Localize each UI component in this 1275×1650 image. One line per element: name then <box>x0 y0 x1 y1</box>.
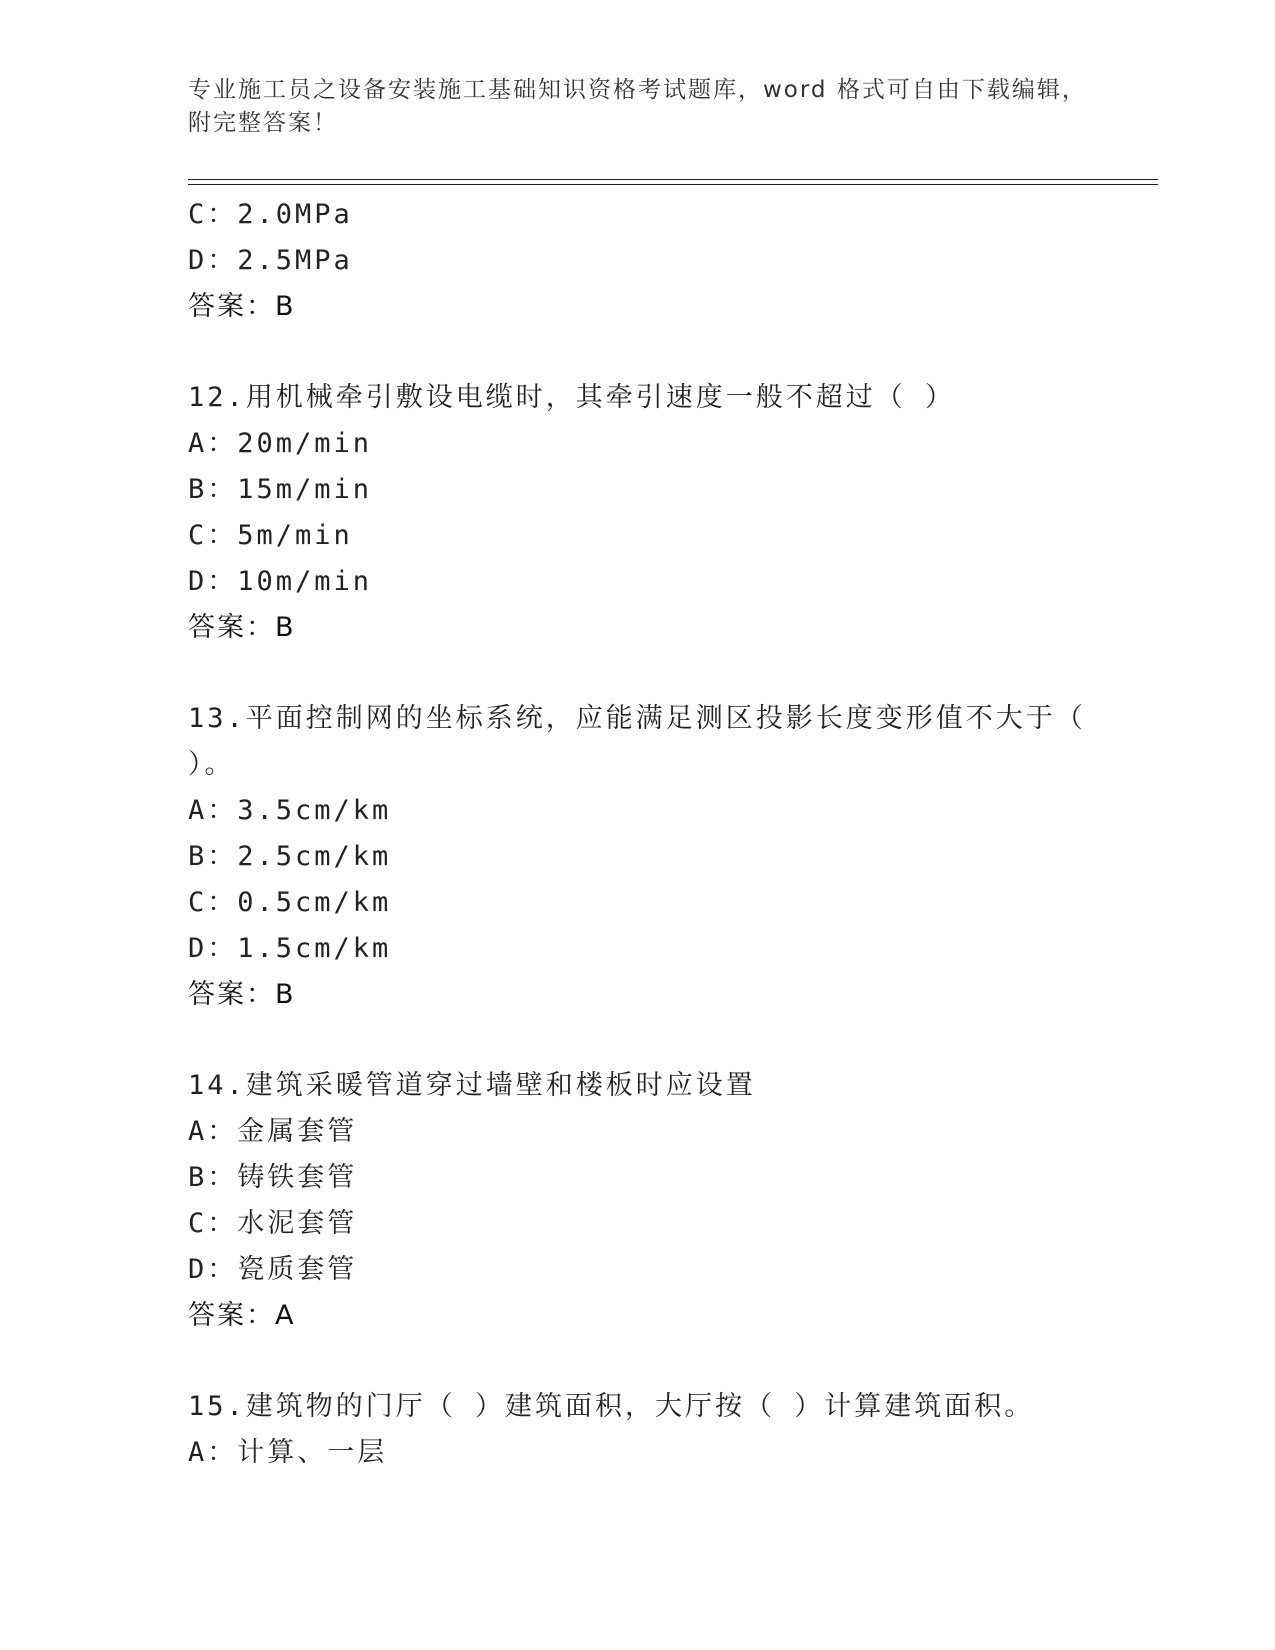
answer-line: 答案：B <box>188 291 296 322</box>
header-line-1: 专业施工员之设备安装施工基础知识资格考试题库，word 格式可自由下载编辑， <box>188 77 1087 103</box>
question-text: 15.建筑物的门厅（ ）建筑面积，大厅按（ ）计算建筑面积。 <box>188 1391 1035 1422</box>
header-divider-bottom <box>188 184 1158 185</box>
option-a: A：20m/min <box>188 428 373 459</box>
header-divider-top <box>188 179 1158 180</box>
question-text-line-1: 13.平面控制网的坐标系统，应能满足测区投影长度变形值不大于（ <box>188 703 1086 734</box>
option-c: C：5m/min <box>188 520 353 551</box>
answer-line: 答案：B <box>188 612 296 643</box>
question-block-13 <box>188 696 1138 1018</box>
option-a: A：3.5cm/km <box>188 795 392 826</box>
spacer <box>188 1339 1138 1384</box>
spacer <box>188 330 1138 375</box>
spacer <box>188 651 1138 696</box>
question-text: 14.建筑采暖管道穿过墙壁和楼板时应设置 <box>188 1070 756 1101</box>
question-block-15 <box>188 1384 1138 1476</box>
option-d: D：瓷质套管 <box>188 1254 358 1285</box>
option-d: D：2.5MPa <box>188 245 353 276</box>
option-a: A：金属套管 <box>188 1116 358 1147</box>
header-line-2: 附完整答案！ <box>188 110 338 136</box>
answer-line: 答案：A <box>188 1300 296 1331</box>
question-text-line-2: ）。 <box>188 749 235 780</box>
answer-line: 答案：B <box>188 979 296 1010</box>
document-header <box>188 74 1088 140</box>
question-block-12 <box>188 375 1138 651</box>
question-text: 12.用机械牵引敷设电缆时，其牵引速度一般不超过（ ） <box>188 382 956 413</box>
question-list <box>188 192 1138 1476</box>
option-c: C：水泥套管 <box>188 1208 358 1239</box>
option-d: D：10m/min <box>188 566 373 597</box>
option-b: B：2.5cm/km <box>188 841 392 872</box>
option-d: D：1.5cm/km <box>188 933 392 964</box>
option-b: B：15m/min <box>188 474 373 505</box>
option-b: B：铸铁套管 <box>188 1162 358 1193</box>
question-block-14 <box>188 1063 1138 1339</box>
spacer <box>188 1018 1138 1063</box>
option-c: C：0.5cm/km <box>188 887 392 918</box>
question-block-carryover <box>188 192 1138 330</box>
option-c: C：2.0MPa <box>188 199 353 230</box>
option-a: A：计算、一层 <box>188 1437 388 1468</box>
